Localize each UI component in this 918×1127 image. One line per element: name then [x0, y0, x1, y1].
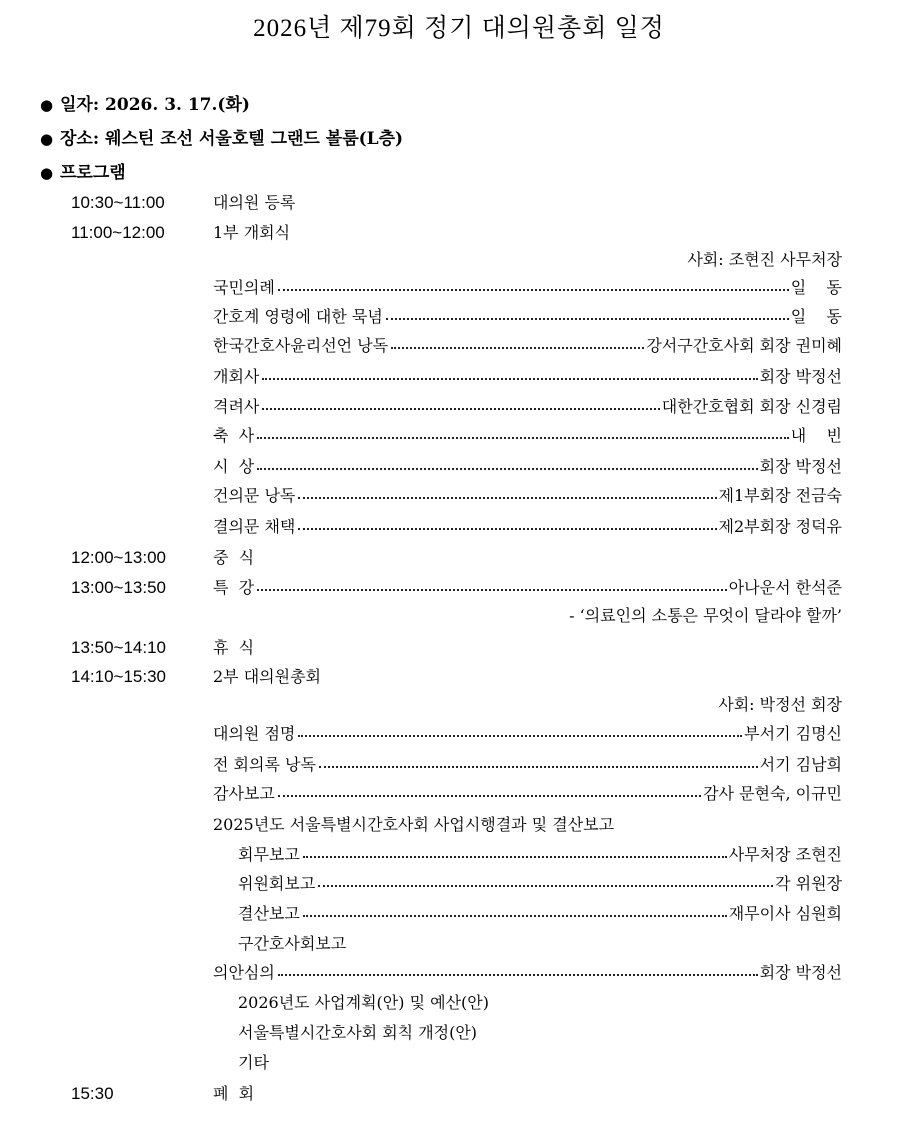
program-item	[0, 719, 918, 749]
item-title: 회무보고	[238, 845, 300, 864]
session-label: 특 강	[213, 578, 255, 597]
item-presenter: 일 동	[790, 278, 842, 297]
item-presenter: 재무이사 심원희	[728, 904, 842, 923]
program-item	[0, 273, 918, 303]
program-item	[0, 421, 918, 451]
item-presenter: 제2부회장 정덕유	[718, 517, 842, 536]
item-presenter: 각 위원장	[775, 874, 842, 893]
bullet-icon: ●	[40, 130, 54, 148]
item-presenter: 강서구간호사회 회장 권미혜	[646, 336, 842, 355]
program-item	[0, 331, 918, 361]
time-slot: 10:30~11:00	[71, 193, 165, 212]
host-text: 사회: 조현진 사무처장	[687, 250, 842, 269]
session-label: 휴 식	[213, 638, 255, 657]
item-title: 격려사	[213, 397, 260, 416]
time-slot: 11:00~12:00	[71, 223, 165, 242]
item-presenter: 일 동	[790, 307, 842, 326]
item-presenter: 부서기 김명신	[744, 724, 842, 743]
agenda-item	[0, 1018, 918, 1048]
program-item	[0, 452, 918, 482]
item-title: 대의원 점명	[213, 724, 296, 743]
host-line	[0, 245, 918, 275]
item-title: 결산보고	[238, 904, 300, 923]
schedule-row	[0, 633, 918, 663]
item-presenter: 감사 문현숙, 이규민	[703, 784, 842, 803]
bullet-icon: ●	[40, 164, 54, 182]
item-title: 국민의례	[213, 278, 275, 297]
session-label: 2부 대의원총회	[213, 667, 322, 686]
schedule-row	[0, 543, 918, 573]
program-subitem	[0, 929, 918, 959]
lecture-subtitle: - ‘의료인의 소통은 무엇이 달라야 할까’	[569, 606, 842, 625]
item-title: 시 상	[213, 457, 255, 476]
item-title: 2025년도 서울특별시간호사회 사업시행결과 및 결산보고	[213, 815, 615, 834]
program-item	[0, 302, 918, 332]
item-title: 축 사	[213, 426, 255, 445]
item-title: 구간호사회보고	[238, 934, 347, 953]
agenda-text: 기타	[238, 1053, 269, 1072]
agenda-item	[0, 988, 918, 1018]
agenda-item	[0, 1048, 918, 1078]
item-title: 한국간호사윤리선언 낭독	[213, 336, 389, 355]
program-item	[0, 810, 918, 840]
program-item	[0, 750, 918, 780]
item-presenter: 사무처장 조현진	[728, 845, 842, 864]
item-presenter: 아나운서 한석준	[728, 578, 842, 597]
schedule-row	[0, 1079, 918, 1109]
item-presenter: 내 빈	[790, 426, 842, 445]
item-title: 개회사	[213, 367, 260, 386]
item-presenter: 회장 박정선	[759, 367, 842, 386]
program-item	[0, 392, 918, 422]
item-title: 건의문 낭독	[213, 486, 296, 505]
time-slot: 13:50~14:10	[71, 638, 167, 657]
agenda-text: 2026년도 사업계획(안) 및 예산(안)	[238, 993, 489, 1012]
agenda-text: 서울특별시간호사회 회칙 개정(안)	[238, 1023, 478, 1042]
program-subitem	[0, 899, 918, 929]
item-presenter: 제1부회장 전금숙	[718, 486, 842, 505]
item-title: 결의문 채택	[213, 517, 296, 536]
item-title: 의안심의	[213, 963, 275, 982]
host-line	[0, 690, 918, 720]
session-label: 대의원 등록	[213, 193, 296, 212]
program-item	[0, 481, 918, 511]
program-subitem	[0, 869, 918, 899]
time-slot: 12:00~13:00	[71, 548, 167, 567]
time-slot: 13:00~13:50	[71, 578, 167, 597]
item-title: 위원회보고	[238, 874, 316, 893]
program-item	[0, 362, 918, 392]
schedule-row	[0, 188, 918, 218]
item-title: 감사보고	[213, 784, 275, 803]
item-presenter: 서기 김남희	[759, 755, 842, 774]
date-info: ● 일자: 2026. 3. 17.(화)	[40, 95, 250, 115]
schedule-row	[0, 662, 918, 692]
place-info: ● 장소: 웨스틴 조선 서울호텔 그랜드 볼룸(L층)	[40, 129, 404, 149]
bullet-icon: ●	[40, 96, 54, 114]
time-slot: 15:30	[71, 1084, 114, 1103]
item-title: 간호계 영령에 대한 묵념	[213, 307, 383, 326]
host-text: 사회: 박정선 회장	[718, 695, 842, 714]
program-heading: ● 프로그램	[40, 163, 126, 183]
item-title: 전 회의록 낭독	[213, 755, 316, 774]
session-label: 1부 개회식	[213, 223, 291, 242]
schedule-row	[0, 218, 918, 248]
item-presenter: 대한간호협회 회장 신경림	[661, 397, 842, 416]
program-subitem	[0, 840, 918, 870]
schedule-row	[0, 573, 918, 603]
item-presenter: 회장 박정선	[759, 963, 842, 982]
lecture-subtitle-line	[0, 601, 918, 631]
time-slot: 14:10~15:30	[71, 667, 167, 686]
item-presenter: 회장 박정선	[759, 457, 842, 476]
page-title: 2026년 제79회 정기 대의원총회 일정	[253, 15, 665, 42]
session-label: 중 식	[213, 548, 255, 567]
session-label: 폐 회	[213, 1084, 255, 1103]
program-item	[0, 512, 918, 542]
program-item	[0, 779, 918, 809]
program-item	[0, 958, 918, 988]
